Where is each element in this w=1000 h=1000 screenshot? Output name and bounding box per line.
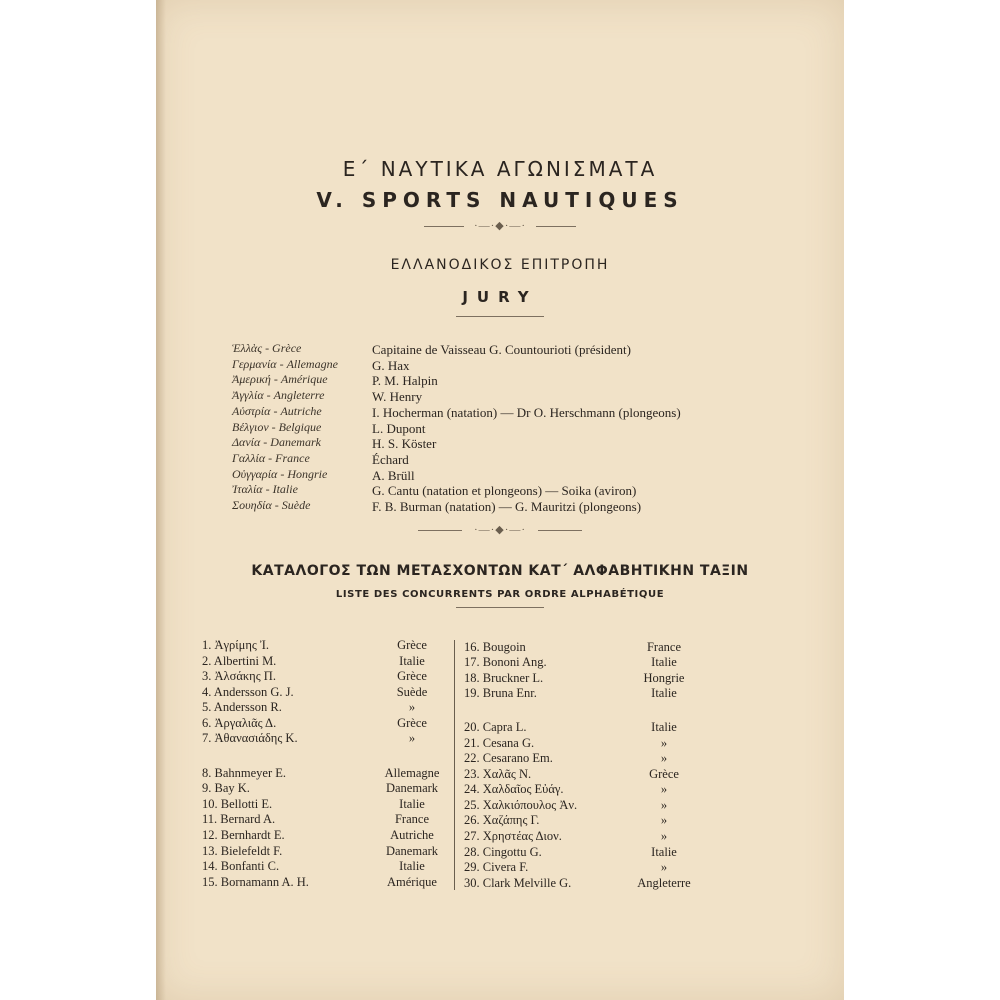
jury-country: Ἑλλὰς - Grèce [232,341,302,355]
participant-name: 30. Clark Melville G. [464,876,572,890]
participant-name: 29. Civera F. [464,860,529,874]
jury-country: Σουηδία - Suède [232,498,311,512]
participant-country: » [660,829,668,843]
jury-member: P. M. Halpin [372,373,438,389]
participant-name: 10. Bellotti E. [202,797,273,811]
jury-country: Οὑγγαρία - Hongrie [232,466,328,481]
participant-name: 7. Ἀθανασιάδης Κ. [202,731,298,745]
participant-country: France [394,812,429,826]
participant-name: 22. Cesarano Em. [464,751,553,765]
participant-name: 26. Χαζάπης Γ. [464,813,540,827]
participant-name: 4. Andersson G. J. [202,685,294,699]
participant-country: Italie [399,797,425,811]
participant-country: Italie [651,686,677,700]
jury-member: H. S. Köster [372,436,437,452]
jury-member: G. Cantu (natation et plongeons) — Soika (aviron) [372,483,637,499]
jury-ornament-rule-right [538,530,582,531]
participant-country: » [408,731,416,745]
participant-name: 24. Χαλδαῖος Εὐάγ. [464,782,564,796]
jury-country: Ἀμερική - Amérique [232,372,328,387]
participant-name: 20. Capra L. [464,720,527,734]
jury-country: Γερμανία - Allemagne [232,356,338,371]
participant-country: Amérique [387,875,437,889]
jury-country: Γαλλία - France [232,450,310,465]
jury-member: G. Hax [372,357,410,373]
jury-member: I. Hocherman (natation) — Dr O. Herschmann (plongeons) [372,404,681,420]
participants-title-rule [456,607,544,608]
jury-heading-french: JURY [462,288,538,306]
participant-name: 2. Albertini M. [202,654,277,668]
participant-country: » [660,736,668,750]
jury-ornament-rule-left [418,530,462,531]
participants-title-greek: ΚΑΤΑΛΟΓΟΣ ΤΩΝ ΜΕΤΑΣΧΟΝΤΩΝ ΚΑΤ΄ ΑΛΦΑΒΗΤΙΚΗΝ ΤΑΞΙΝ [251,563,749,579]
participant-name: 17. Bononi Ang. [464,655,547,669]
jury-member: Capitaine de Vaisseau G. Countourioti (président) [372,342,631,357]
participant-name: 1. Ἀγρίμης Ἰ. [202,638,269,652]
jury-member: W. Henry [372,389,423,405]
participant-country: Italie [399,859,425,873]
ornament-rule-left [424,226,464,227]
participant-country: France [646,640,681,654]
participant-name: 14. Bonfanti C. [202,859,280,873]
participant-name: 15. Bornamann A. H. [202,875,309,889]
participant-country: Hongrie [643,671,685,685]
participant-name: 3. Ἀλσάκης Π. [202,669,276,683]
participant-country: » [660,751,668,765]
participant-name: 28. Cingottu G. [464,845,542,859]
jury-country: Ἀγγλία - Angleterre [232,388,325,403]
title-ornament: ·—·◆·—· [473,220,527,232]
jury-heading-greek: ΕΛΛΑΝΟΔΙΚΟΣ ΕΠΙΤΡΟΠΗ [390,257,610,273]
jury-member: L. Dupont [372,420,426,436]
participant-country: Allemagne [384,766,440,780]
book-page [156,0,844,1000]
participant-country: Italie [399,654,425,668]
participant-country: » [660,813,668,827]
participant-name: 27. Χρηστέας Διον. [464,829,562,843]
participant-name: 8. Bahnmeyer E. [202,766,287,780]
participant-country: Angleterre [637,876,691,890]
participant-country: Italie [651,720,677,734]
participant-country: Danemark [385,844,439,858]
jury-member: A. Brüll [372,467,415,483]
participant-name: 21. Cesana G. [464,736,535,750]
section-title-greek: Ε΄ ΝΑΥΤΙΚΑ ΑΓΩΝΙΣΜΑΤΑ [342,157,658,181]
jury-country: Δανία - Danemark [232,435,321,450]
participant-country: Autriche [390,828,434,842]
participant-country: Grèce [397,638,427,652]
participant-name: 6. Ἀργαλιᾶς Δ. [202,716,277,730]
participant-name: 18. Bruckner L. [464,671,544,685]
jury-country: Βέλγιον - Belgique [232,419,322,434]
participant-name: 23. Χαλᾶς Ν. [464,767,532,781]
jury-country: Αὐστρία - Autriche [232,403,322,418]
participant-name: 9. Bay K. [202,781,250,795]
participant-country: » [660,860,668,874]
ornament-rule-right [536,226,576,227]
participant-name: 25. Χαλκιόπουλος Ἀν. [464,798,578,812]
participant-country: Grèce [397,669,427,683]
page-gutter-shadow [156,0,166,1000]
jury-country: Ἰταλία - Italie [232,482,298,497]
participant-country: Suède [396,685,428,699]
jury-ornament: ·—·◆·—· [473,524,527,536]
participants-title-french: LISTE DES CONCURRENTS PAR ORDRE ALPHABÉTIQUE [335,589,665,600]
jury-member: Échard [372,451,409,467]
participant-name: 19. Bruna Enr. [464,686,537,700]
participant-name: 16. Bougoin [464,640,526,654]
participant-country: Grèce [649,767,679,781]
jury-member: F. B. Burman (natation) — G. Mauritzi (plongeons) [372,499,642,514]
participant-name: 5. Andersson R. [202,700,282,714]
participant-country: Italie [651,845,677,859]
jury-heading-rule [456,316,544,317]
participant-name: 12. Bernhardt E. [202,828,285,842]
participant-country: » [660,798,668,812]
participant-name: 11. Bernard A. [202,812,276,826]
participant-country: Grèce [397,716,427,730]
participant-country: » [408,700,416,714]
section-title-french: V. SPORTS NAUTIQUES [316,188,684,212]
participant-name: 13. Bielefeldt F. [202,844,283,858]
participant-country: Danemark [385,781,439,795]
participant-country: Italie [651,655,677,669]
participant-country: » [660,782,668,796]
